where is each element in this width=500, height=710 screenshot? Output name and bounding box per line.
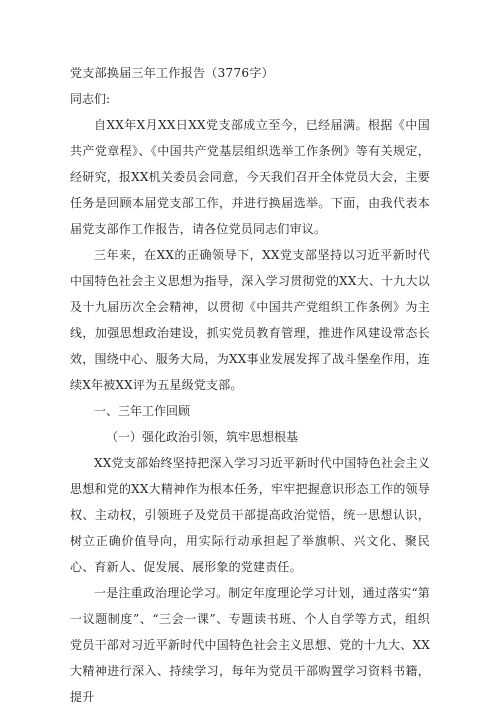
section-heading: 一、三年工作回顾 xyxy=(94,404,191,418)
greeting: 同志们: xyxy=(70,92,111,106)
body-paragraph: XX党支部始终坚持把深入学习习近平新时代中国特色社会主义思想和党的XX大精神作为根本任务，牢牢把握意识形态工作的领导权、主动权，引领班子及党员干部提高政治觉悟，统一思想认识，树立正确价值导向，用实际行动承担起了举旗帜、兴文化、聚民心、育新人、促发展、展形象的党建责任。 xyxy=(70,456,430,574)
intro-paragraph: 三年来，在XX的正确领导下，XX党支部坚持以习近平新时代中国特色社会主义思想为指导，深入学习贯彻党的XX大、十九大以及十九届历次全会精神，以贯彻《中国共产党组织工作条例》为主线，加强思想政治建设，抓实党员教育管理，推进作风建设常态长效，围绕中心、服务大局，为XX事业发展发挥了战斗堡垒作用，连续X年被XX评为五星级党支部。 xyxy=(70,248,430,392)
body-paragraph: 一是注重政治理论学习。制定年度理论学习计划，通过落实“第一议题制度”、“三会一课”、专题读书班、个人自学等方式，组织党员干部对习近平新时代中国特色社会主义思想、党的十九大、XX大精神进行深入、持续学习，每年为党员干部购置学习资料书籍，提升 xyxy=(70,586,430,704)
intro-paragraph: 自XX年X月XX日XX党支部成立至今，已经届满。根据《中国共产党章程》、《中国共产党基层组织选举工作条例》等有关规定，经研究，报XX机关委员会同意，今天我们召开全体党员大会，主要任务是回顾本届党支部工作，并进行换届选举。下面，由我代表本届党支部作工作报告，请各位党员同志们审议。 xyxy=(70,118,430,236)
document-title: 党支部换届三年工作报告（3776字） xyxy=(70,66,274,80)
subsection-heading: （一）强化政治引领，筑牢思想根基 xyxy=(106,430,299,444)
document-body xyxy=(70,60,430,710)
